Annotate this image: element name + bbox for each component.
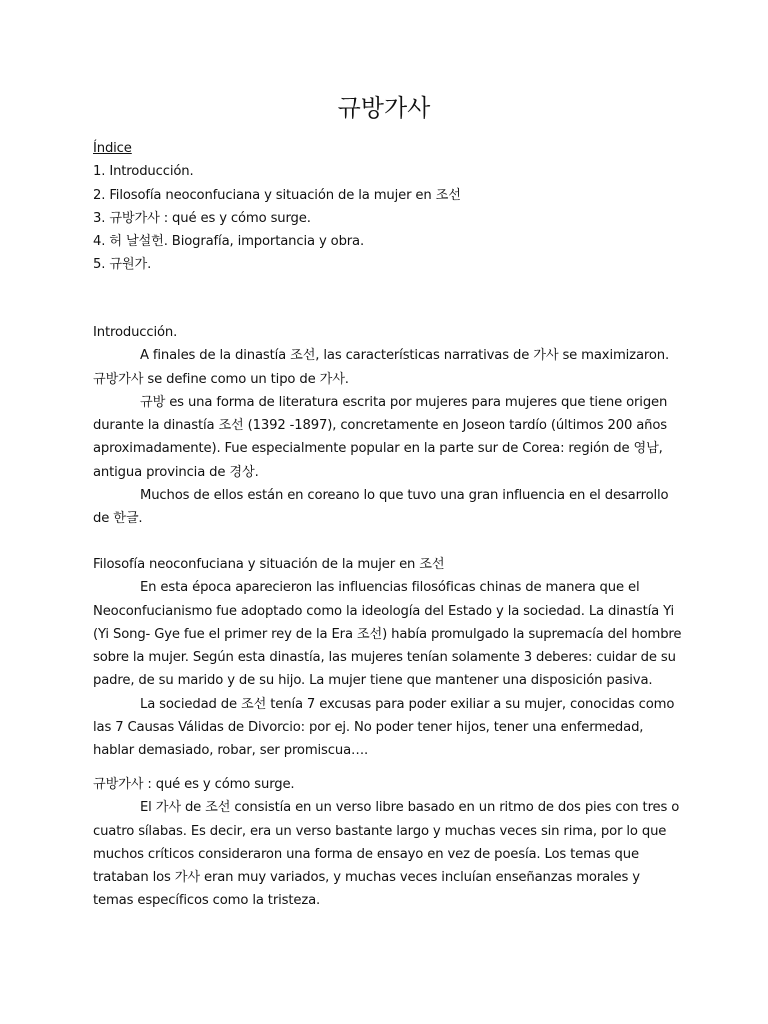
section-heading: Filosofía neoconfuciana y situación de la mujer en 조선 [93, 557, 445, 572]
toc-item: 2. Filosofía neoconfuciana y situación de la mujer en 조선 [93, 187, 461, 203]
document-title: 규방가사 [337, 94, 431, 122]
paragraph: En esta época aparecieron las influencias filosóficas chinas de manera que el Neoconfucianismo fue adoptado como la ideología del Estado y la sociedad. La dinastía Yi (Yi Song- Gye fue el primer rey de la Era 조선) había promulgado la supremacía del hombre sobre la mujer. Según esta dinastía, las mujeres tenían solamente 3 deberes: cuidar de su padre, de su marido y de su hijo. La mujer tiene que mantener una disposición pasiva. [93, 580, 682, 689]
toc-heading: Índice [93, 141, 132, 156]
paragraph: A finales de la dinastía 조선, las características narrativas de 가사 se maximizaron. 규방가사 se define como un tipo de 가사. [93, 348, 670, 387]
toc-item: 1. Introducción. [93, 164, 194, 180]
toc-item: 5. 규원가. [93, 257, 152, 273]
toc-list [93, 160, 683, 276]
paragraph: La sociedad de 조선 tenía 7 excusas para poder exiliar a su mujer, conocidas como las 7 Causas Válidas de Divorcio: por ej. No poder tener hijos, tener una enfermedad, hablar demasiado, robar, ser promiscua…. [93, 696, 675, 759]
table-of-contents [93, 137, 683, 277]
toc-item: 4. 허 날설헌. Biografía, importancia y obra. [93, 234, 365, 250]
section-kyubang-gasa [93, 773, 683, 913]
section-heading: 규방가사 : qué es y cómo surge. [93, 777, 295, 792]
paragraph: Muchos de ellos están en coreano lo que tuvo una gran influencia en el desarrollo de 한글. [93, 488, 669, 527]
paragraph: El 가사 de 조선 consistía en un verso libre basado en un ritmo de dos pies con tres o cuatro sílabas. Es decir, era un verso bastante largo y muchas veces sin rima, por lo que muchos críticos consideraron una forma de ensayo en vez de poesía. Los temas que trataban los 가사 eran muy variados, y muchas veces incluían enseñanzas morales y temas específicos como la tristeza. [93, 800, 680, 909]
section-heading: Introducción. [93, 325, 178, 340]
toc-item: 3. 규방가사 : qué es y cómo surge. [93, 210, 311, 226]
paragraph: 규방 es una forma de literatura escrita por mujeres para mujeres que tiene origen durante la dinastía 조선 (1392 -1897), concretamente en Joseon tardío (últimos 200 años aproximadamente). Fue especialmente popular en la parte sur de Corea: región de 영남, antigua provincia de 경상. [93, 394, 668, 480]
section-introduccion [93, 321, 683, 531]
section-filosofia [93, 553, 683, 763]
